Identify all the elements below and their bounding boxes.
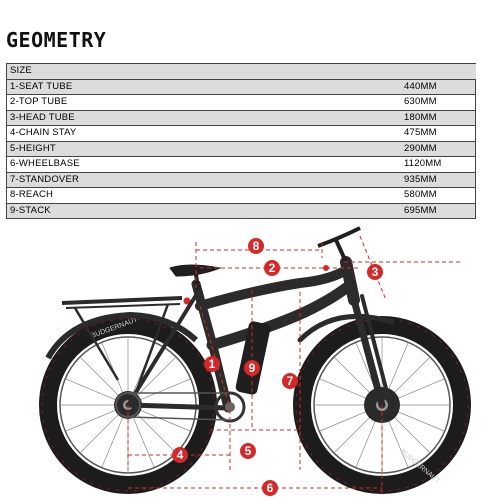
svg-text:1: 1 xyxy=(208,357,216,371)
marker-2 xyxy=(264,260,280,276)
svg-text:4: 4 xyxy=(176,448,184,462)
marker-3 xyxy=(367,264,383,280)
row-value: 180MM xyxy=(401,110,476,126)
tire-text: BUDGERNAUT xyxy=(398,448,441,486)
row-value: 290MM xyxy=(401,141,476,157)
marker-8 xyxy=(248,238,264,254)
marker-9 xyxy=(244,360,260,376)
row-label: 9-STACK xyxy=(7,203,402,219)
marker-1 xyxy=(204,356,220,372)
svg-text:8: 8 xyxy=(252,239,260,253)
table-row xyxy=(7,188,476,204)
bike-geometry-diagram xyxy=(0,225,500,500)
table-row xyxy=(7,172,476,188)
row-label: 4-CHAIN STAY xyxy=(7,126,402,142)
row-label: 5-HEIGHT xyxy=(7,141,402,157)
row-value: 580MM xyxy=(401,188,476,204)
geometry-table xyxy=(6,63,476,219)
marker-5 xyxy=(240,443,256,459)
marker-7 xyxy=(282,373,298,389)
svg-text:2: 2 xyxy=(268,261,276,275)
svg-text:9: 9 xyxy=(248,361,256,375)
row-label: 7-STANDOVER xyxy=(7,172,402,188)
table-row xyxy=(7,110,476,126)
row-value: 440MM xyxy=(401,79,476,95)
row-label: 8-REACH xyxy=(7,188,402,204)
table-row xyxy=(7,126,476,142)
svg-text:6: 6 xyxy=(266,481,274,495)
marker-6 xyxy=(262,480,278,496)
row-value: 695MM xyxy=(401,203,476,219)
row-label: 1-SEAT TUBE xyxy=(7,79,402,95)
marker-4 xyxy=(172,447,188,463)
svg-text:5: 5 xyxy=(244,444,252,458)
row-value: 1120MM xyxy=(401,157,476,173)
row-value: 475MM xyxy=(401,126,476,142)
row-label: 6-WHEELBASE xyxy=(7,157,402,173)
table-header: SIZE xyxy=(7,64,476,80)
svg-text:3: 3 xyxy=(371,265,379,279)
row-value: 630MM xyxy=(401,95,476,111)
table-row xyxy=(7,79,476,95)
row-value: 935MM xyxy=(401,172,476,188)
row-label: 3-HEAD TUBE xyxy=(7,110,402,126)
page-title: GEOMETRY xyxy=(6,28,107,52)
tire-text: BUDGERNAUT xyxy=(90,316,139,340)
table-row xyxy=(7,203,476,219)
table-row xyxy=(7,95,476,111)
table-row xyxy=(7,141,476,157)
table-row xyxy=(7,157,476,173)
row-label: 2-TOP TUBE xyxy=(7,95,402,111)
svg-text:7: 7 xyxy=(286,374,294,388)
